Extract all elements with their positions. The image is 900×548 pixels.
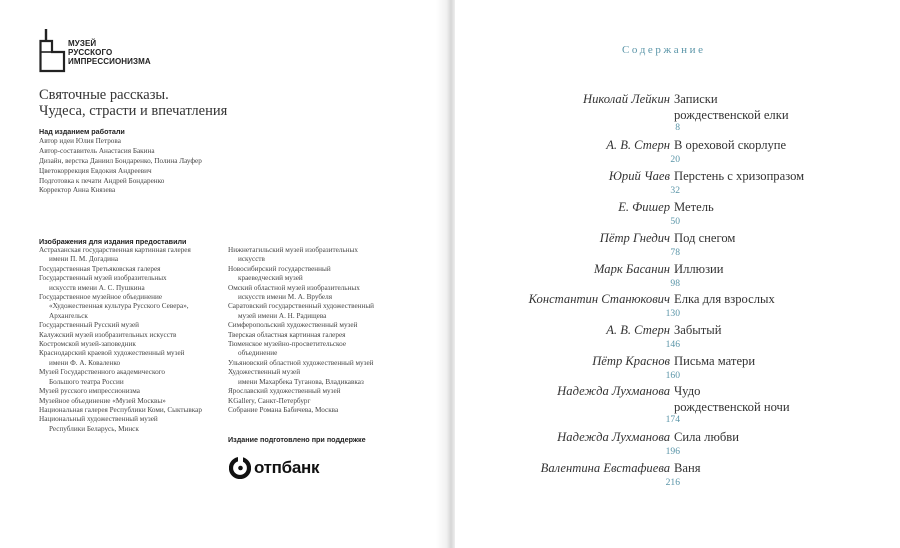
credit-line: Дизайн, верстка Даниил Бондаренко, Полина Лауфер [39, 156, 202, 165]
source-item [39, 293, 227, 321]
toc-author: Е. Фишер [618, 200, 670, 214]
toc-work-title-line: Ваня [674, 461, 701, 475]
credit-line: Подготовка к печати Андрей Бондаренко [39, 176, 165, 185]
toc-author: Юрий Чаев [608, 169, 670, 183]
book-title-line: Чудеса, страсти и впечатления [39, 103, 228, 119]
source-line: Костромской музей-заповедник [39, 340, 136, 349]
toc-work-title [674, 354, 755, 370]
toc-work-title-line: Елка для взрослых [674, 292, 775, 306]
source-item [228, 406, 428, 415]
toc-author: Пётр Гнедич [599, 231, 670, 245]
source-line: Национальный художественный музей [39, 415, 158, 424]
museum-logo-icon [39, 27, 67, 73]
source-item [228, 302, 428, 321]
toc-author: Надежда Лухманова [557, 430, 670, 444]
source-line: KGallery, Санкт-Петербург [228, 396, 311, 405]
toc-title: Содержание [622, 44, 706, 56]
source-item [228, 265, 428, 284]
toc-work-title [674, 231, 735, 247]
source-line: Омский областной музей изобразительных [228, 283, 360, 292]
toc-author: Константин Станюкович [528, 292, 670, 306]
source-item [39, 246, 227, 265]
credit-line: Цветокоррекция Евдокия Андреевич [39, 166, 152, 175]
toc-work-title [674, 262, 724, 278]
toc-work-title [674, 138, 786, 154]
toc-work-title-line: Забытый [674, 323, 722, 337]
source-line: Симферопольский художественный музей [228, 321, 358, 330]
source-line: Государственный музей изобразительных [39, 274, 167, 283]
credits-heading: Над изданием работали [39, 127, 125, 136]
source-item [39, 274, 227, 293]
toc-page-number: 196 [665, 446, 680, 457]
source-line: Калужский музей изобразительных искусств [39, 330, 177, 339]
logo-text [68, 39, 151, 66]
source-line: Ульяновский областной художественный музей [228, 358, 374, 367]
toc-author: Пётр Краснов [592, 354, 670, 368]
toc-author: Надежда Лухманова [557, 384, 670, 398]
credit-line: Корректор Анна Князева [39, 186, 116, 195]
toc-work-title [674, 200, 714, 216]
source-line: искусств имени А. С. Пушкина [49, 283, 145, 292]
source-item [228, 387, 428, 396]
source-line: Музей русского импрессионизма [39, 387, 140, 396]
toc-page-number: 146 [665, 339, 680, 350]
toc-work-title-line: рождественской елки [674, 107, 789, 122]
source-item [39, 368, 227, 387]
source-line: Музей Государственного академического [39, 368, 166, 377]
source-line: Краснодарский краевой художественный музей [39, 349, 185, 358]
source-line: имени Ф. А. Коваленко [49, 358, 121, 367]
credits-block [39, 127, 239, 196]
source-line: Республики Беларусь, Минск [49, 424, 139, 433]
toc-author: Марк Басанин [593, 262, 670, 276]
source-item [39, 397, 227, 406]
table-of-contents [455, 0, 900, 548]
toc-work-title [674, 430, 739, 446]
source-line: Государственная Третьяковская галерея [39, 264, 161, 273]
toc-work-title [674, 292, 775, 308]
toc-work-title-line: рождественской ночи [674, 399, 790, 414]
source-line: искусств [238, 255, 265, 264]
museum-logo [39, 27, 179, 77]
source-line: Новосибирский государственный [228, 264, 331, 273]
credit-line: Автор идеи Юлия Петрова [39, 136, 121, 145]
source-line: Саратовский государственный художественный [228, 302, 375, 311]
credit-line: Автор-составитель Анастасия Бакина [39, 146, 155, 155]
toc-page-number: 216 [665, 477, 680, 488]
toc-page-number: 130 [665, 308, 680, 319]
toc-page-number: 32 [670, 185, 680, 196]
source-item [39, 331, 227, 340]
toc-work-title-line: Под снегом [674, 231, 736, 245]
source-line: Тверская областная картинная галерея [228, 330, 346, 339]
sources-column-2 [228, 246, 428, 415]
source-line: искусств имени М. А. Врубеля [238, 293, 333, 302]
source-line: Архангельск [49, 311, 88, 320]
toc-page-number: 8 [675, 122, 680, 133]
source-line: Собрание Романа Бабичева, Москва [228, 405, 339, 414]
source-line: имени П. М. Догадина [49, 255, 119, 264]
source-line: имени Махарбека Туганова, Владикавказ [238, 377, 364, 386]
book-title-line: Святочные рассказы. [39, 87, 169, 103]
source-item [39, 349, 227, 368]
source-item [39, 406, 227, 415]
logo-line: МУЗЕЙ [68, 39, 97, 48]
toc-work-title-line: Иллюзии [674, 262, 724, 276]
source-line: Нижнетагильский музей изобразительных [228, 246, 358, 254]
toc-work-title [674, 169, 804, 185]
toc-page-number: 20 [670, 154, 680, 165]
source-line: краеведческий музей [238, 274, 303, 283]
logo-line: РУССКОГО [68, 48, 113, 57]
toc-page-number: 98 [670, 278, 680, 289]
sponsor-logo [229, 456, 319, 480]
source-item [228, 397, 428, 406]
toc-page-number: 78 [670, 247, 680, 258]
source-line: Большого театра России [49, 377, 124, 386]
toc-page-number: 160 [665, 370, 680, 381]
source-item [39, 415, 227, 434]
source-item [228, 321, 428, 330]
source-line: Тюменское музейно-просветительское [228, 340, 347, 349]
sponsor-name: отпбанк [254, 458, 320, 477]
source-item [228, 368, 428, 387]
source-line: Национальная галерея Республики Коми, Сыктывкар [39, 405, 202, 414]
toc-work-title-line: Записки [674, 92, 718, 106]
support-heading: Издание подготовлено при поддержке [228, 435, 366, 444]
source-line: «Художественная культура Русского Севера», [49, 302, 189, 311]
toc-page-number: 174 [665, 414, 680, 425]
toc-author: А. В. Стерн [606, 323, 670, 337]
source-item [228, 284, 428, 303]
toc-work-title [674, 461, 701, 477]
source-line: Ярославский художественный музей [228, 387, 341, 396]
toc-work-title-line: Метель [674, 200, 714, 214]
source-item [228, 246, 428, 265]
sources-heading: Изображения для издания предоставили [39, 237, 187, 246]
toc-work-title-line: Перстень с хризопразом [674, 169, 805, 183]
source-line: Художественный музей [228, 368, 301, 377]
source-line: Государственный Русский музей [39, 321, 139, 330]
toc-author: Николай Лейкин [582, 92, 670, 106]
otp-bank-logo-icon [229, 457, 251, 479]
source-line: Астраханская государственная картинная галерея [39, 246, 191, 254]
source-item [39, 340, 227, 349]
toc-work-title [674, 323, 721, 339]
source-line: Государственное музейное объединение [39, 293, 163, 302]
toc-work-title [674, 92, 789, 123]
source-line: Музейное объединение «Музей Москвы» [39, 396, 166, 405]
toc-author: Валентина Евстафиева [540, 461, 670, 475]
source-item [228, 359, 428, 368]
source-line: объединение [238, 349, 278, 358]
source-item [228, 340, 428, 359]
source-item [228, 331, 428, 340]
source-item [39, 387, 227, 396]
toc-work-title-line: Чудо [674, 384, 701, 398]
logo-line: ИМПРЕССИОНИЗМА [68, 57, 151, 66]
sources-column-1 [39, 246, 227, 434]
toc-work-title [674, 384, 790, 415]
toc-author: А. В. Стерн [606, 138, 670, 152]
toc-work-title-line: Сила любви [674, 430, 739, 444]
toc-work-title-line: Письма матери [674, 354, 756, 368]
toc-work-title-line: В ореховой скорлупе [674, 138, 787, 152]
source-line: музей имени А. Н. Радищева [238, 311, 327, 320]
source-item [39, 321, 227, 330]
book-title [39, 87, 227, 119]
toc-page-number: 50 [670, 216, 680, 227]
source-item [39, 265, 227, 274]
